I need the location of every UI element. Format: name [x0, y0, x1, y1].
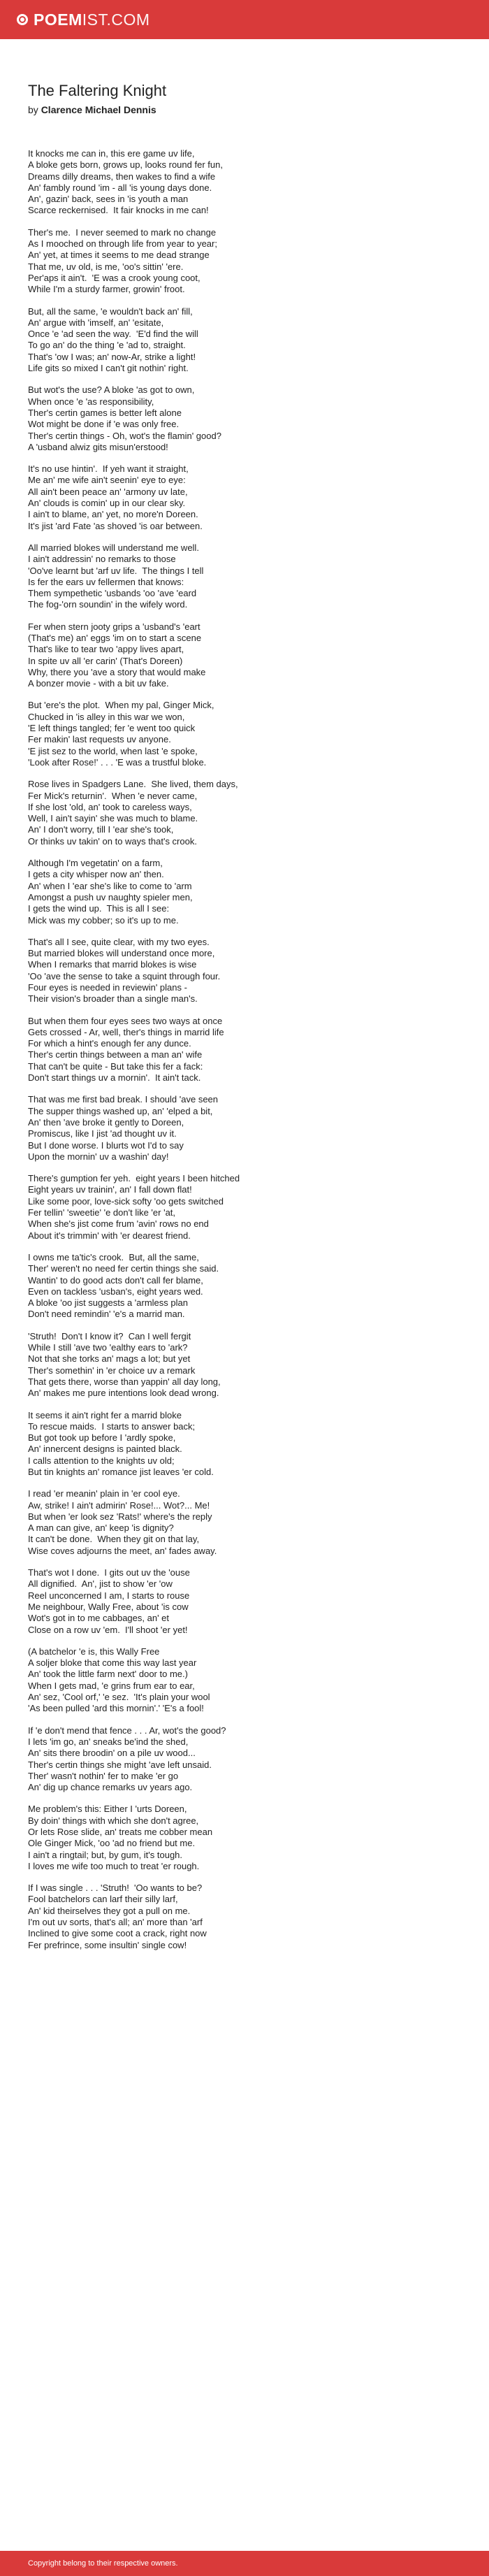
poem-line: That's like to tear two 'appy lives apart, [28, 644, 184, 655]
poem-byline [28, 103, 461, 116]
poem-line: If 'e don't mend that fence . . . Ar, wot's the good? [28, 1725, 226, 1736]
poem-line: Wot might be done if 'e was only free. [28, 419, 180, 430]
poem-line: Ther' wasn't nothin' fer to make 'er go [28, 1770, 179, 1781]
poem-line: About it's trimmin' with 'er dearest friend. [28, 1230, 191, 1241]
poem-line: Ther's me. I never seemed to mark no change [28, 226, 217, 238]
poem-line: To go an' do the thing 'e 'ad to, straight. [28, 340, 186, 351]
poem-stanza [28, 1252, 461, 1321]
poem-line: Don't need remindin' 'e's a marrid man. [28, 1309, 185, 1320]
poem-line: As I mooched on through life from year to year; [28, 238, 217, 250]
poem-line: Eight years uv trainin', an' I fall down flat! [28, 1184, 192, 1195]
poem-line: Not that she torks an' mags a lot; but yet [28, 1353, 191, 1365]
poem-line: An' sits there broodin' on a pile uv wood... [28, 1748, 196, 1759]
poem-line: An' sez, 'Cool orf,' 'e sez. 'It's plain your wool [28, 1692, 210, 1703]
poem-line: But married blokes will understand once more, [28, 948, 215, 959]
poem-line: It can't be done. When they git on that lay, [28, 1534, 200, 1545]
poem-line: Fer Mick's returnin'. When 'e never came, [28, 790, 198, 801]
poem-line: An' makes me pure intentions look dead wrong. [28, 1388, 219, 1399]
poem-stanza [28, 937, 461, 1005]
poem-line: An' when I 'ear she's like to come to 'arm [28, 880, 192, 891]
poem-line: While I'm a sturdy farmer, growin' froot. [28, 284, 185, 295]
poem-line: Life gits so mixed I can't git nothin' right. [28, 363, 189, 374]
poem-line: For which a hint's enough fer any dunce. [28, 1038, 191, 1049]
poem-line: Upon the mornin' uv a washin' day! [28, 1151, 169, 1162]
poem-line: But wot's the use? A bloke 'as got to own, [28, 384, 195, 396]
poem-stanza [28, 1016, 461, 1084]
poem-line: An', gazin' back, sees in 'is youth a man [28, 194, 189, 205]
poem-line: Chucked in 'is alley in this war we won, [28, 711, 185, 722]
poem-stanza [28, 463, 461, 532]
poem-stanza [28, 1094, 461, 1163]
poem-line: An' yet, at times it seems to me dead strange [28, 250, 210, 261]
poem-line: (That's me) an' eggs 'im on to start a scene [28, 632, 202, 643]
footer [0, 2551, 489, 2576]
poem-line: Reel unconcerned I am, I starts to rouse [28, 1590, 190, 1601]
poem-line: An' took the little farm next' door to me.) [28, 1669, 188, 1680]
poem-stanza [28, 227, 461, 296]
poem-line: Ther's certin things - Oh, wot's the flamin' good? [28, 430, 221, 441]
poem-line: Fer makin' last requests uv anyone. [28, 734, 171, 745]
poem-line: Ther's certin things she might 'ave left unsaid. [28, 1759, 212, 1770]
poem-line: (A batchelor 'e is, this Wally Free [28, 1646, 160, 1657]
poem-line: But tin knights an' romance jist leaves 'er cold. [28, 1466, 214, 1477]
poem-line: But got took up before I 'ardly spoke, [28, 1432, 176, 1444]
poem-stanza [28, 1567, 461, 1636]
poem-stanza [28, 542, 461, 611]
poem-line: While I still 'ave two 'ealthy ears to 'ark? [28, 1342, 188, 1353]
poem-line: 'Oo've learnt but 'arf uv life. The things I tell [28, 565, 204, 576]
poem-author-link[interactable]: Clarence Michael Dennis [41, 104, 156, 115]
poem-line: I owns me ta'tic's crook. But, all the same, [28, 1251, 199, 1262]
poem-line: Fer when stern jooty grips a 'usband's 'eart [28, 621, 200, 632]
poem-line: The supper things washed up, an' 'elped a bit, [28, 1105, 213, 1116]
poem-stanza [28, 148, 461, 217]
poem-line: A 'usband alwiz gits misun'erstood! [28, 441, 168, 452]
poem-line: Fer prefrince, some insultin' single cow! [28, 1939, 187, 1950]
poem-line: I gets the wind up. This is all I see: [28, 903, 170, 914]
poem-line: Four eyes is needed in reviewin' plans - [28, 982, 187, 993]
logo-circle-icon [17, 14, 28, 25]
poem-line: Me an' me wife ain't seenin' eye to eye: [28, 475, 186, 486]
poem-line: Or lets Rose slide, an' treats me cobber mean [28, 1827, 213, 1837]
poem-stanza [28, 858, 461, 926]
poem-line: Scarce reckernised. It fair knocks in me can! [28, 205, 209, 216]
poem-line: If I was single . . . 'Struth! 'Oo wants to be? [28, 1883, 203, 1894]
poem-line: All ain't been peace an' 'armony uv late, [28, 486, 188, 497]
poem-line: That's wot I done. I gits out uv the 'ouse [28, 1567, 190, 1578]
poem-line: There's gumption fer yeh. eight years I been hitched [28, 1173, 240, 1184]
poem-line: An' fambly round 'im - all 'is young days done. [28, 182, 212, 193]
poem-line: Ther' weren't no need fer certin things she said. [28, 1263, 219, 1274]
poem-line: Per'aps it ain't. 'E was a crook young coot, [28, 272, 200, 283]
poem-title: The Faltering Knight [28, 82, 167, 99]
poem-line: A bonzer movie - with a bit uv fake. [28, 678, 169, 689]
poem-line: Amongst a push uv naughty spieler men, [28, 891, 193, 902]
poem-line: I ain't a ringtail; but, by gum, it's tough. [28, 1849, 183, 1860]
poem-line: Gets crossed - Ar, well, ther's things in marrid life [28, 1026, 224, 1037]
poem-stanza [28, 1725, 461, 1794]
poem-line: Inclined to give some coot a crack, right now [28, 1928, 207, 1939]
poem-stanza [28, 700, 461, 768]
poem-line: 'As been pulled 'ard this mornin'.' 'E's a fool! [28, 1703, 204, 1714]
poem-line: In spite uv all 'er carin' (That's Doreen) [28, 655, 183, 666]
poem-line: Why, there you 'ave a story that would make [28, 666, 206, 677]
poem-line: I gets a city whisper now an' then. [28, 869, 164, 880]
poem-line: Wantin' to do good acts don't call fer blame, [28, 1274, 203, 1286]
poem-line: I read 'er meanin' plain in 'er cool eye. [28, 1488, 180, 1499]
poem-line: Ther's certin things between a man an' wife [28, 1049, 203, 1060]
poem-line: The fog-'orn soundin' in the wifely word. [28, 599, 188, 610]
poem-line: Their vision's broader than a single man's. [28, 993, 198, 1005]
poem-line: Close on a row uv 'em. I'll shoot 'er yet! [28, 1624, 188, 1635]
poem-line: I calls attention to the knights uv old; [28, 1455, 175, 1466]
poem-line: Once 'e 'ad seen the way. 'E'd find the will [28, 329, 198, 340]
poem-line: That gets there, worse than yappin' all day long, [28, 1376, 221, 1387]
poem-stanza [28, 1646, 461, 1715]
poem-line: An' clouds is comin' up in our clear sky. [28, 498, 186, 509]
poem-line: Rose lives in Spadgers Lane. She lived, them days, [28, 779, 238, 790]
poem-line: It knocks me can in, this ere game uv life, [28, 148, 195, 159]
poem-line: Although I'm vegetatin' on a farm, [28, 858, 163, 869]
poem-line: All married blokes will understand me well. [28, 542, 199, 553]
poem-line: When I remarks that marrid blokes is wise [28, 959, 197, 970]
poem-line: It's jist 'ard Fate 'as shoved 'is oar between. [28, 520, 203, 531]
poem-line: Wise coves adjourns the meet, an' fades away. [28, 1545, 217, 1556]
poem-line: Fool batchelors can larf their silly larf, [28, 1894, 178, 1905]
poem-line: When she's jist come frum 'avin' rows no end [28, 1218, 209, 1230]
poem-line: Aw, strike! I ain't admirin' Rose!... Wot?... Me! [28, 1499, 210, 1511]
poem-line: When once 'e 'as responsibility, [28, 396, 154, 407]
poem-line: It's no use hintin'. If yeh want it straight, [28, 463, 189, 475]
poem-line: But 'ere's the plot. When my pal, Ginger Mick, [28, 700, 214, 711]
poem-line: Or thinks uv takin' on to ways that's crook. [28, 835, 197, 847]
poem-line: It seems it ain't right fer a marrid bloke [28, 1409, 182, 1420]
poem-line: That's 'ow I was; an' now-Ar, strike a light! [28, 351, 196, 362]
poem-line: I'm out uv sorts, that's all; an' more than 'arf [28, 1917, 203, 1928]
poem-line: Don't start things uv a mornin'. It ain't tack. [28, 1072, 201, 1084]
poem-line: I ain't to blame, an' yet, no more'n Doreen. [28, 509, 198, 520]
poem-line: But, all the same, 'e wouldn't back an' fill, [28, 305, 193, 317]
poem-line: 'E jist sez to the world, when last 'e spoke, [28, 745, 198, 756]
poem-line: That me, uv old, is me, 'oo's sittin' 'ere. [28, 261, 184, 272]
poem-line: But I done worse. I blurts wot I'd to say [28, 1139, 184, 1151]
poem-line: Ther's certin games is better left alone [28, 407, 182, 418]
poem-line: Them sympethetic 'usbands 'oo 'ave 'eard [28, 588, 197, 599]
poem-line: Dreams dilly dreams, then wakes to find a wife [28, 171, 216, 182]
poem-line: 'Look after Rose!' . . . 'E was a trustful bloke. [28, 756, 207, 768]
poem-line: When I gets mad, 'e grins frum ear to ear, [28, 1680, 195, 1691]
poem-line: Even on tackless 'usban's, eight years wed. [28, 1286, 203, 1297]
poem-stanza [28, 1410, 461, 1478]
top-bar [0, 0, 489, 39]
poem-line: To rescue maids. I starts to answer back; [28, 1420, 196, 1432]
poem-content [0, 39, 489, 2551]
poem-line: If she lost 'old, an' took to careless ways, [28, 801, 192, 812]
logo-text-light: IST.COM [82, 10, 150, 29]
poem-line: An' dig up chance remarks uv years ago. [28, 1782, 193, 1793]
poem-line: By doin' things with which she don't agree, [28, 1815, 199, 1826]
poem-line: Like some poor, love-sick softy 'oo gets switched [28, 1195, 224, 1207]
poem-line: Is fer the ears uv fellermen that knows: [28, 576, 184, 587]
poem-stanza [28, 384, 461, 453]
poem-line: I ain't addressin' no remarks to those [28, 554, 176, 565]
poem-line: That's all I see, quite clear, with my two eyes. [28, 936, 210, 947]
poem-line: Wot's got in to me cabbages, an' et [28, 1613, 170, 1624]
poem-stanza [28, 1488, 461, 1557]
poem-line: 'E left things tangled; fer 'e went too quick [28, 723, 196, 734]
byline-prefix: by [28, 104, 38, 115]
poem-line: 'Oo 'ave the sense to take a squint through four. [28, 970, 221, 981]
poem-line: A man can give, an' keep 'is dignity? [28, 1523, 174, 1534]
poem-stanza [28, 779, 461, 847]
poem-line: That can't be quite - But take this fer a fack: [28, 1060, 203, 1072]
poem-line: Fer tellin' 'sweetie' 'e don't like 'er 'at, [28, 1207, 176, 1218]
poem-line: An' argue with 'imself, an' 'esitate, [28, 317, 164, 328]
poem-line: I loves me wife too much to treat 'er rough. [28, 1860, 200, 1871]
site-logo[interactable] [17, 10, 150, 29]
poem-line: A soljer bloke that come this way last year [28, 1657, 197, 1669]
poem-stanza [28, 621, 461, 690]
poem-line: I lets 'im go, an' sneaks be'ind the shed, [28, 1736, 189, 1747]
poem-stanza [28, 1173, 461, 1242]
poem-stanza [28, 1804, 461, 1872]
poem-line: Promiscus, like I jist 'ad thought uv it. [28, 1128, 177, 1139]
poem-line: An' innercent designs is painted black. [28, 1444, 182, 1455]
poem-line: All dignified. An', jist to show 'er 'ow [28, 1578, 173, 1590]
poem-line: But when 'er look sez 'Rats!' where's the reply [28, 1511, 212, 1522]
poem-line: An' I don't worry, till I 'ear she's took, [28, 824, 174, 835]
poem-line: A bloke 'oo jist suggests a 'armless plan [28, 1297, 188, 1309]
poem-line: Mick was my cobber; so it's up to me. [28, 914, 179, 926]
poem-line: Ole Ginger Mick, 'oo 'ad no friend but me. [28, 1838, 196, 1849]
poem-stanza [28, 306, 461, 375]
poem-stanza [28, 1331, 461, 1399]
poem-body [28, 148, 461, 1951]
poem-line: That was me first bad break. I should 'ave seen [28, 1094, 219, 1105]
footer-copyright: Copyright belong to their respective owners. [28, 2559, 178, 2568]
poem-line: But when them four eyes sees two ways at once [28, 1015, 223, 1026]
poem-line: Me problem's this: Either I 'urts Doreen, [28, 1804, 187, 1815]
poem-line: Ther's somethin' in 'er choice uv a remark [28, 1365, 196, 1376]
poem-line: An' kid theirselves they got a pull on me. [28, 1905, 191, 1916]
poem-line: An' then 'ave broke it gently to Doreen, [28, 1116, 184, 1128]
poem-line: Well, I ain't sayin' she was much to blame. [28, 813, 198, 824]
logo-text-strong: POEM [34, 10, 82, 29]
poem-line: 'Struth! Don't I know it? Can I well fergit [28, 1330, 191, 1341]
poem-line: Me neighbour, Wally Free, about 'is cow [28, 1601, 189, 1612]
poem-stanza [28, 1883, 461, 1951]
poem-line: A bloke gets born, grows up, looks round fer fun, [28, 159, 223, 171]
